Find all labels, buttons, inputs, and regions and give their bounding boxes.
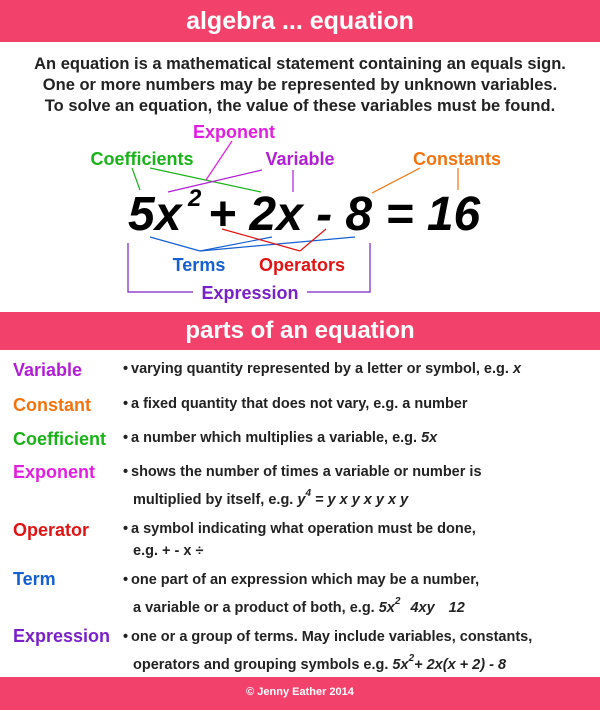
label-expression: Expression	[201, 283, 299, 303]
definition-text: • one or a group of terms. May include variables, constants, operators and grouping symbols e.g. $5x^2+ 2x(x + 2) - 8$	[123, 629, 533, 673]
equation-coefficient-term: 5x	[128, 188, 182, 241]
label-exponent: Exponent	[192, 122, 276, 142]
term-expression: Expression	[13, 626, 111, 646]
exponent-connector	[206, 141, 232, 180]
term-term: Term	[13, 569, 56, 589]
definition-text: • a symbol indicating what operation must be done, e.g. + - x ÷	[123, 521, 476, 559]
definition-text: • one part of an expression which may be a number, a variable or a product of both, e.g. $5x^2$ 4xy 12	[123, 572, 480, 616]
term-variable: Variable	[13, 360, 83, 380]
intro-line: To solve an equation, the value of these variables must be found.	[44, 97, 556, 115]
label-operators: Operators	[258, 255, 346, 275]
footer-banner	[0, 677, 600, 710]
page-title: algebra ... equation	[186, 7, 414, 35]
intro-line: An equation is a mathematical statement containing an equals sign.	[34, 55, 566, 73]
definition-text: • a fixed quantity that does not vary, e.g. a number	[123, 396, 468, 412]
definition-text: • shows the number of times a variable or number is multiplied by itself, e.g. $y^4 = y$ x y x y x y	[123, 464, 482, 508]
equation-exponent: 2	[188, 185, 202, 212]
section-title: parts of an equation	[185, 317, 415, 344]
equation-rest: + 2x - 8 = 16	[208, 188, 481, 241]
coefficient-connector	[132, 168, 140, 190]
label-terms: Terms	[172, 255, 226, 275]
intro-line: One or more numbers may be represented by unknown variables.	[42, 76, 558, 94]
definition-text: • a number which multiplies a variable, e.g. 5x	[123, 430, 438, 446]
term-exponent: Exponent	[13, 462, 96, 482]
term-operator: Operator	[13, 520, 90, 540]
label-variable: Variable	[265, 149, 335, 169]
term-coefficient: Coefficient	[13, 429, 107, 449]
equation-diagram	[0, 0, 600, 312]
section-banner	[0, 312, 600, 350]
definition-text: • varying quantity represented by a letter or symbol, e.g. x	[123, 361, 522, 377]
label-constants: Constants	[412, 149, 502, 169]
label-coefficients: Coefficients	[90, 149, 194, 169]
copyright-text: © Jenny Eather 2014	[246, 686, 354, 698]
term-constant: Constant	[13, 395, 91, 415]
